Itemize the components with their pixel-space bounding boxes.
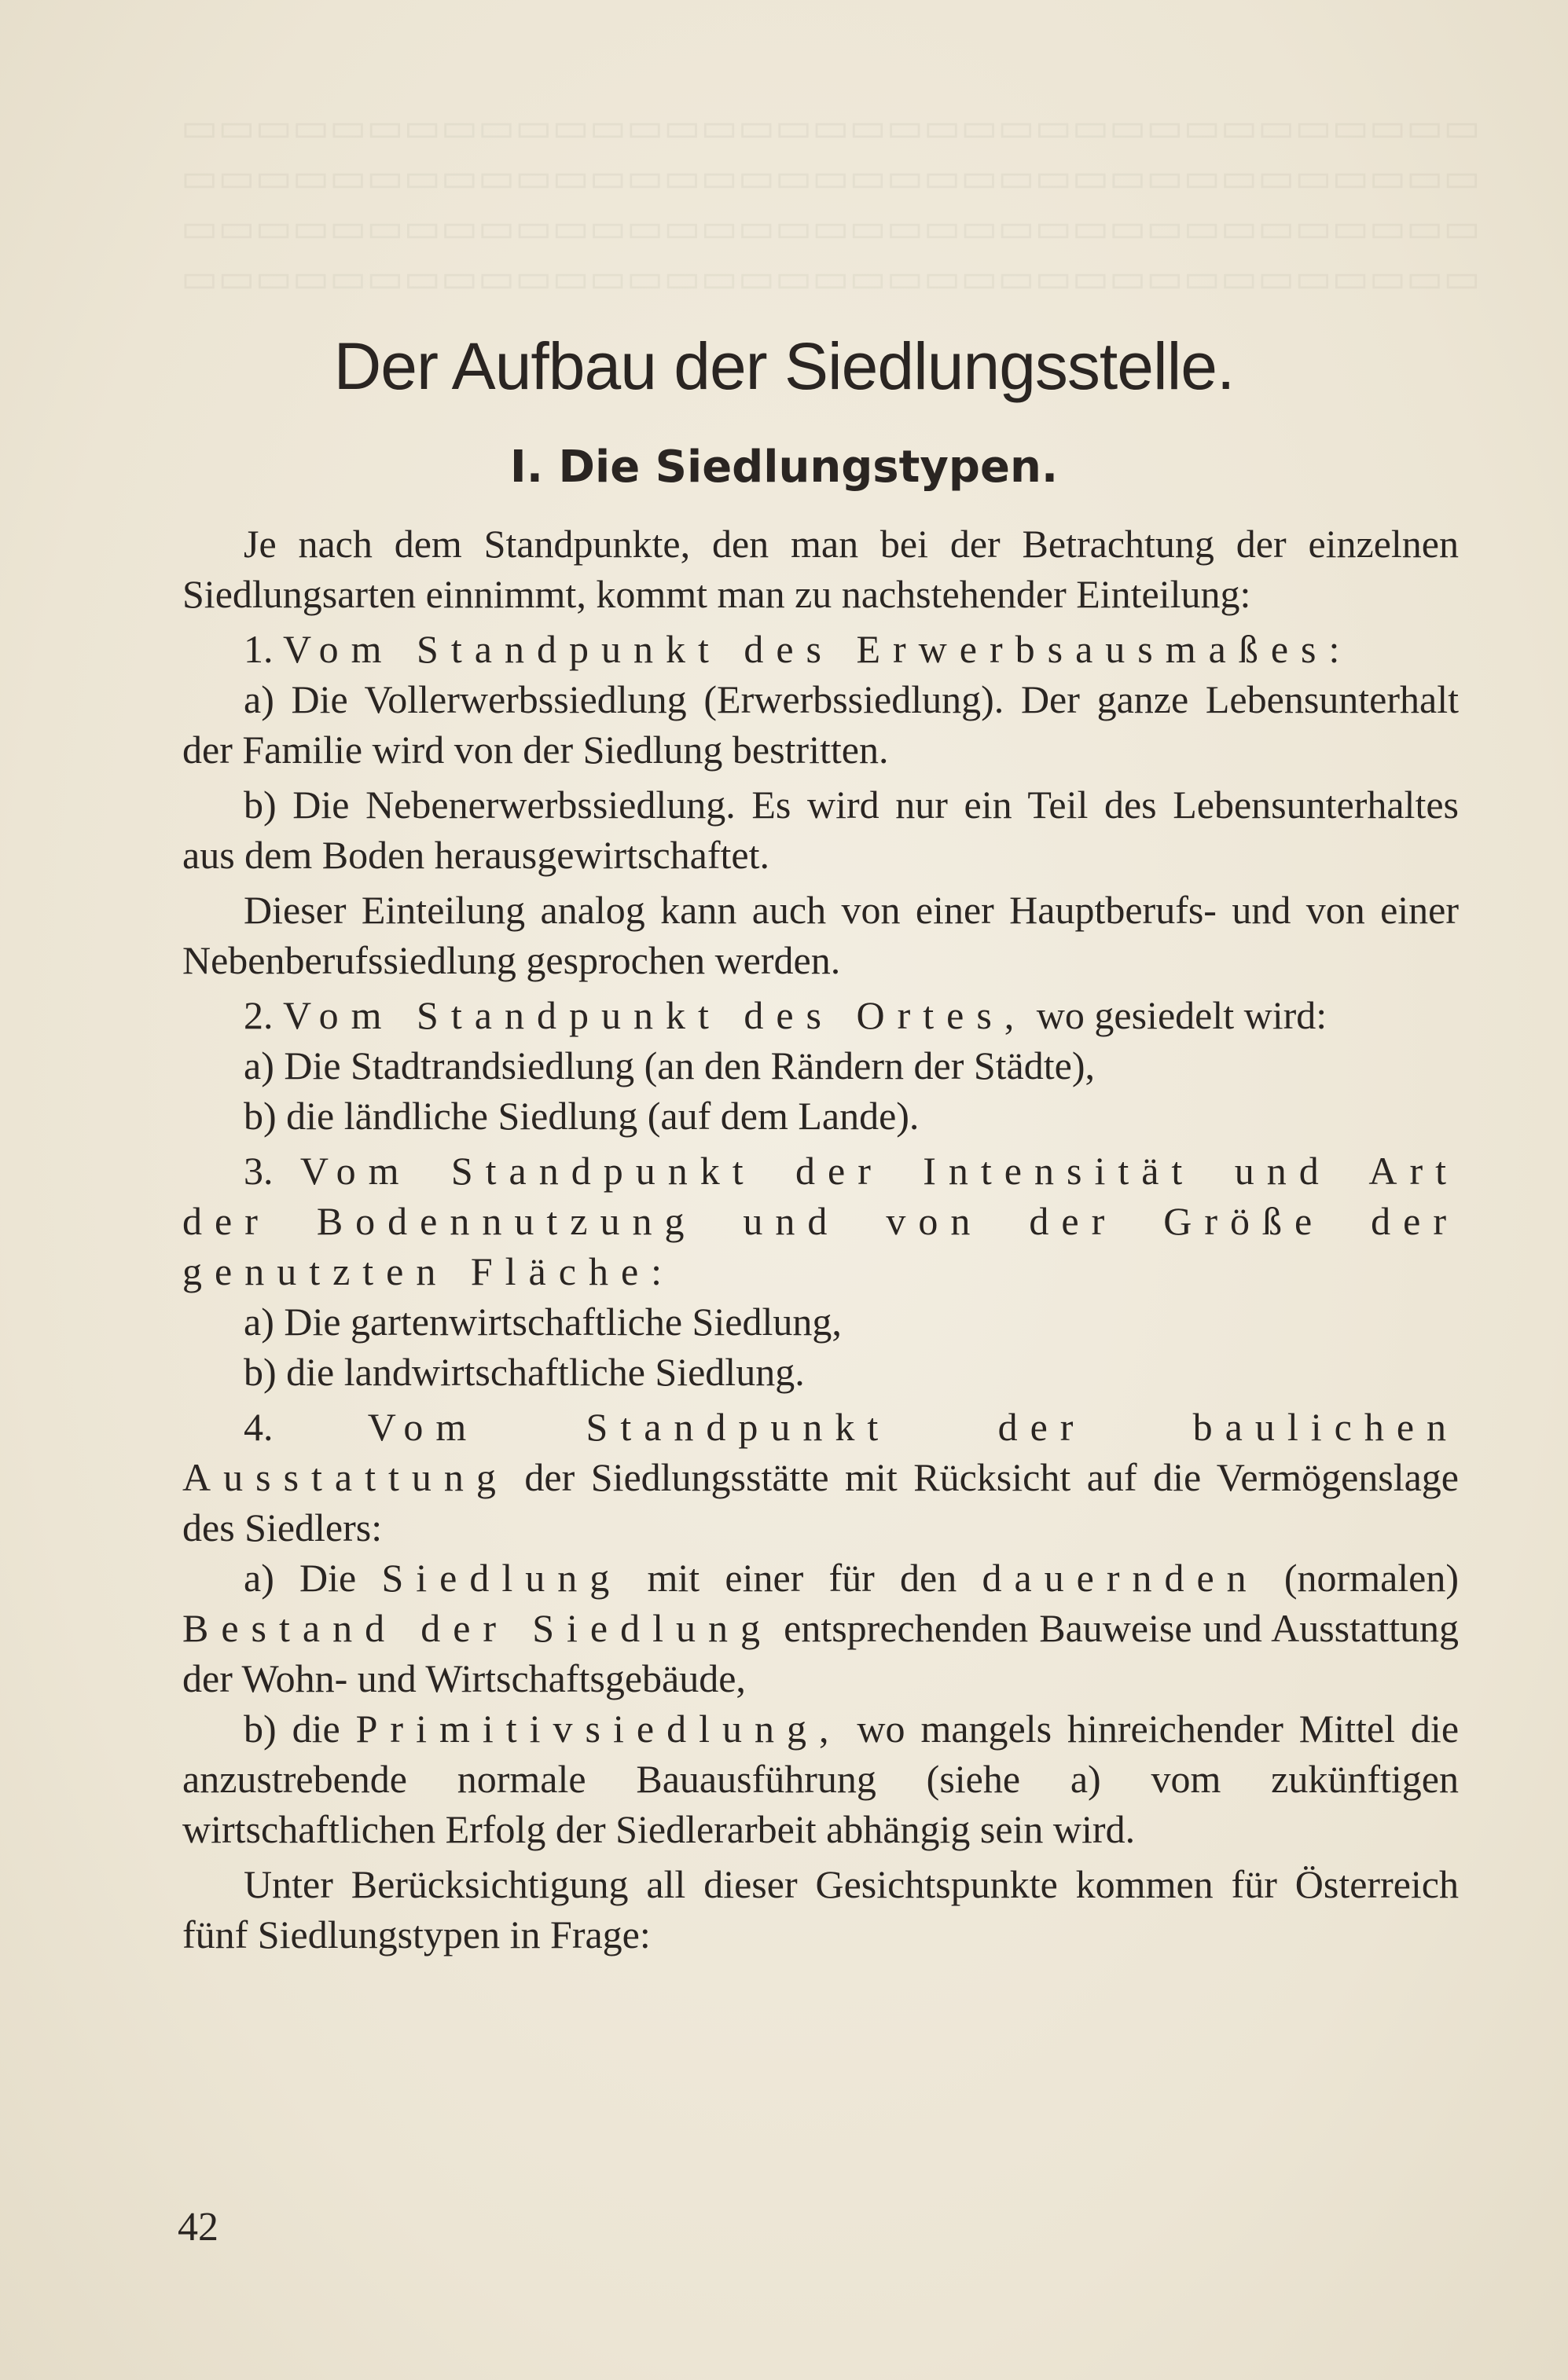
page-number: 42 — [178, 2205, 218, 2250]
item-4a-middle-2: (normalen) — [1283, 1556, 1460, 1600]
item-4a-middle: mit einer für den — [647, 1556, 957, 1600]
item-4-rest: der Siedlungsstätte mit Rücksicht auf die Vermögenslage des Siedlers: — [182, 1455, 1459, 1549]
item-3-number: 3. — [244, 1149, 274, 1193]
item-2-title: Vom Standpunkt des Ortes, — [283, 993, 1027, 1037]
section-heading: I. Die Siedlungstypen. — [509, 442, 1059, 493]
item-4a — [182, 1553, 1459, 1703]
item-2-rest: wo gesiedelt wird: — [1036, 993, 1327, 1037]
item-4a-suffix: entsprechenden Bauweise und Ausstattung der Wohn- und Wirtschaftsgebäude, — [182, 1606, 1460, 1700]
body-text — [182, 519, 1459, 1960]
item-2-heading — [182, 990, 1459, 1040]
conclusion-paragraph: Unter Berücksichtigung all dieser Gesichtspunkte kommen für Österreich fünf Siedlungstypen in Frage: — [182, 1862, 1459, 1956]
item-4-number: 4. — [244, 1405, 274, 1449]
item-4a-spaced-1: Siedlung — [381, 1556, 622, 1600]
item-2b: b) die ländliche Siedlung (auf dem Lande). — [244, 1094, 920, 1138]
item-4b-prefix: b) die — [244, 1707, 340, 1751]
item-3a: a) Die gartenwirtschaftliche Siedlung, — [244, 1300, 842, 1344]
item-4b-suffix: wo mangels hinreichender Mittel die anzustrebende normale Bauausführung (siehe a) vom zukünftigen wirtschaftlichen Erfolg der Siedlerarbeit abhängig sein wird. — [182, 1707, 1460, 1851]
item-1a: a) Die Vollerwerbssiedlung (Erwerbssiedlung). Der ganze Lebensunterhalt der Familie wird von der Siedlung bestritten. — [182, 677, 1459, 772]
page-title: Der Aufbau der Siedlungsstelle. — [333, 329, 1235, 403]
item-3-title: Vom Standpunkt der Intensität und Art der Bodennutzung und von der Größe der genutzten Fläche: — [182, 1149, 1460, 1293]
item-2-number: 2. — [244, 993, 274, 1037]
item-2a: a) Die Stadtrandsiedlung (an den Rändern der Städte), — [244, 1043, 1095, 1087]
item-3b: b) die landwirtschaftliche Siedlung. — [244, 1350, 805, 1394]
item-4b — [182, 1703, 1459, 1854]
item-4b-spaced: Primitivsiedlung, — [355, 1707, 842, 1751]
item-4a-prefix: a) Die — [244, 1556, 357, 1600]
show-through-texture: ▭▭▭▭▭▭▭▭▭▭▭▭▭▭▭▭▭▭▭▭▭▭▭▭▭▭▭▭▭▭▭▭▭▭▭ ▭▭▭▭▭▭▭▭▭▭▭▭▭▭▭▭▭▭▭▭▭▭▭▭▭▭▭▭▭▭▭▭▭▭▭ ▭▭▭▭▭▭▭▭▭▭▭▭▭▭▭▭▭▭▭▭▭▭▭▭▭▭▭▭▭▭▭▭▭▭▭ ▭▭▭▭▭▭▭▭▭▭▭▭▭▭▭▭▭▭▭▭▭▭▭▭▭▭▭▭▭▭▭▭▭▭▭ — [181, 105, 1481, 300]
item-1-heading — [182, 624, 1459, 674]
item-4-heading — [182, 1402, 1459, 1553]
item-1-note: Dieser Einteilung analog kann auch von einer Hauptberufs- und von einer Nebenberufssiedlung gesprochen werden. — [182, 888, 1459, 982]
item-4-title: Vom Standpunkt der baulichen Ausstattung — [182, 1405, 1460, 1499]
intro-paragraph: Je nach dem Standpunkte, den man bei der Betrachtung der einzelnen Siedlungsarten einnimmt, kommt man zu nachstehender Einteilung: — [182, 522, 1459, 616]
item-1-number: 1. — [244, 627, 274, 671]
item-4a-spaced-2: dauernden — [982, 1556, 1259, 1600]
item-4a-spaced-3: Bestand der Siedlung — [182, 1606, 773, 1650]
item-3-heading — [182, 1146, 1459, 1296]
item-1-title: Vom Standpunkt des Erwerbsausmaßes: — [283, 627, 1353, 671]
item-1b: b) Die Nebenerwerbssiedlung. Es wird nur ein Teil des Lebensunterhaltes aus dem Boden herausgewirtschaftet. — [182, 783, 1459, 877]
